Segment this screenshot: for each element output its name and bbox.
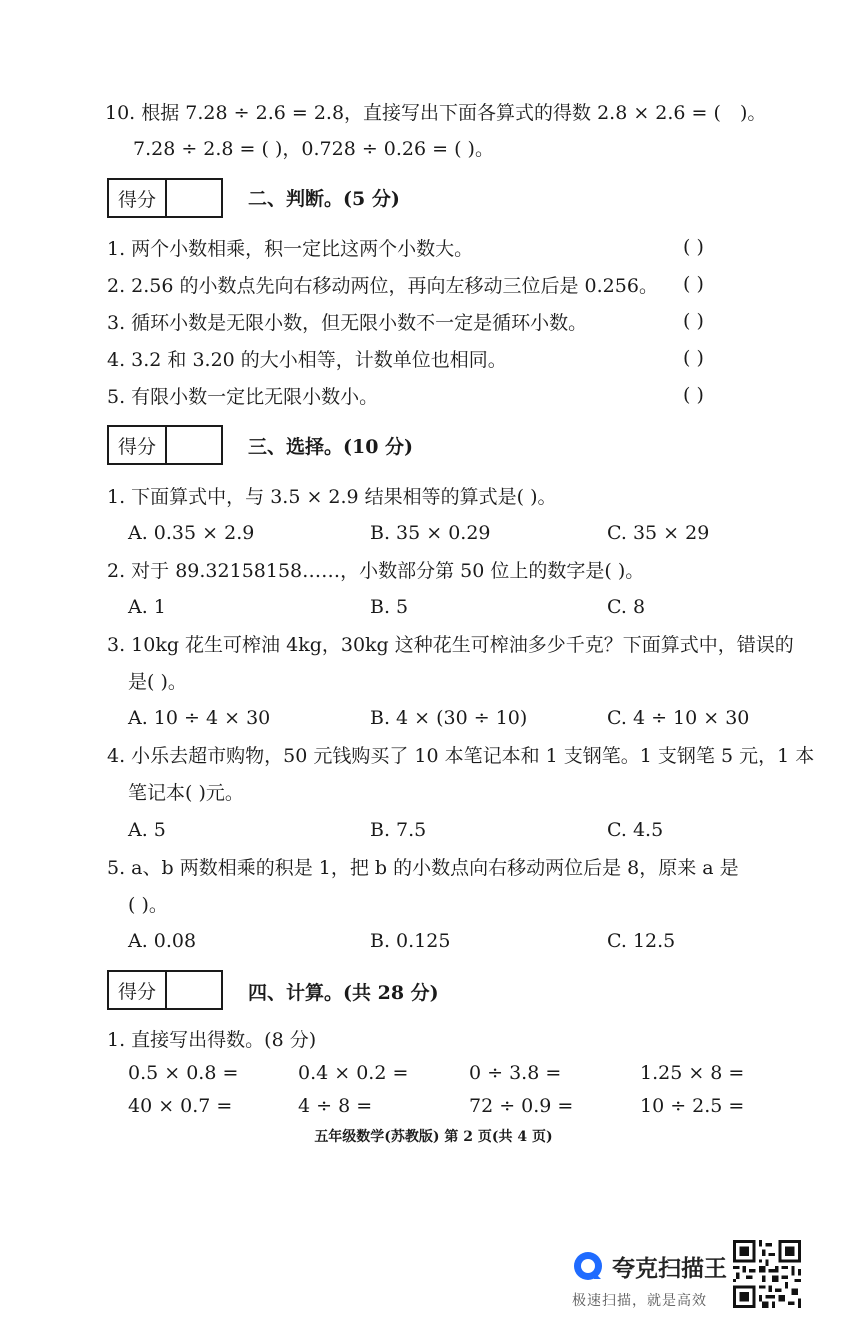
section2-title: 二、判断。(5 分) (248, 188, 400, 210)
score-label: 得分 (109, 180, 167, 216)
score-blank[interactable] (167, 180, 221, 216)
judge-item-2: 2. 2.56 的小数点先向右移动两位，再向左移动三位后是 0.256。 (107, 275, 658, 297)
choice-q3-stem-line1: 3. 10kg 花生可榨油 4kg，30kg 这种花生可榨油多少千克？下面算式中，错误的 (107, 634, 794, 656)
calc-item: 0 ÷ 3.8 = (469, 1062, 562, 1084)
qr-code-icon (733, 1240, 801, 1308)
judge-answer-5[interactable]: ( ) (683, 384, 704, 406)
judge-answer-3[interactable]: ( ) (683, 310, 704, 332)
judge-item-5: 5. 有限小数一定比无限小数小。 (107, 386, 379, 408)
q10-line2: 7.28 ÷ 2.8 = ( )，0.728 ÷ 0.26 = ( )。 (133, 138, 494, 160)
judge-item-3: 3. 循环小数是无限小数，但无限小数不一定是循环小数。 (107, 312, 588, 334)
choice-q2-stem: 2. 对于 89.32158158……，小数部分第 50 位上的数字是( )。 (107, 560, 645, 582)
quark-logo-icon (572, 1250, 604, 1282)
choice-q5-option-c[interactable]: C. 12.5 (607, 930, 676, 952)
q10-line1: 10. 根据 7.28 ÷ 2.6 = 2.8，直接写出下面各算式的得数 2.8 × 2.6 = ( (105, 102, 721, 124)
judge-item-1: 1. 两个小数相乘，积一定比这两个小数大。 (107, 238, 474, 260)
choice-q5-stem-line2: ( )。 (128, 894, 168, 916)
choice-q4-option-c[interactable]: C. 4.5 (607, 819, 664, 841)
page-footer: 五年级数学(苏教版) 第 2 页(共 4 页) (314, 1129, 553, 1145)
choice-q5-option-a[interactable]: A. 0.08 (128, 930, 197, 952)
score-label: 得分 (109, 427, 167, 463)
calc-item: 10 ÷ 2.5 = (640, 1095, 745, 1117)
choice-q2-option-a[interactable]: A. 1 (128, 596, 166, 618)
q10-line1-close: )。 (740, 102, 767, 124)
calc-item: 4 ÷ 8 = (298, 1095, 373, 1117)
choice-q1-option-b[interactable]: B. 35 × 0.29 (370, 522, 491, 544)
score-box-section4 (107, 970, 223, 1010)
brand-name: 夸克扫描王 (612, 1256, 727, 1282)
calc-item: 1.25 × 8 = (640, 1062, 745, 1084)
judge-answer-4[interactable]: ( ) (683, 347, 704, 369)
choice-q1-stem: 1. 下面算式中，与 3.5 × 2.9 结果相等的算式是( )。 (107, 486, 557, 508)
choice-q3-stem-line2: 是( )。 (128, 671, 187, 693)
choice-q1-option-c[interactable]: C. 35 × 29 (607, 522, 710, 544)
calc-item: 72 ÷ 0.9 = (469, 1095, 574, 1117)
brand-slogan: 极速扫描，就是高效 (572, 1293, 707, 1309)
choice-q1-option-a[interactable]: A. 0.35 × 2.9 (128, 522, 255, 544)
section3-title: 三、选择。(10 分) (248, 436, 414, 458)
calc-item: 0.4 × 0.2 = (298, 1062, 409, 1084)
score-box-section3 (107, 425, 223, 465)
score-box-section2 (107, 178, 223, 218)
choice-q5-option-b[interactable]: B. 0.125 (370, 930, 451, 952)
judge-answer-1[interactable]: ( ) (683, 236, 704, 258)
score-label: 得分 (109, 972, 167, 1008)
section4-title: 四、计算。(共 28 分) (248, 982, 439, 1004)
score-blank[interactable] (167, 427, 221, 463)
choice-q3-option-b[interactable]: B. 4 × (30 ÷ 10) (370, 707, 528, 729)
choice-q4-stem-line2: 笔记本( )元。 (128, 782, 244, 804)
choice-q5-stem-line1: 5. a、b 两数相乘的积是 1，把 b 的小数点向右移动两位后是 8，原来 a 是 (107, 857, 739, 879)
score-blank[interactable] (167, 972, 221, 1008)
choice-q4-stem-line1: 4. 小乐去超市购物，50 元钱购买了 10 本笔记本和 1 支钢笔。1 支钢笔 5 元，1 本 (107, 745, 815, 767)
calc-item: 40 × 0.7 = (128, 1095, 233, 1117)
judge-answer-2[interactable]: ( ) (683, 273, 704, 295)
calc-sub1-title: 1. 直接写出得数。(8 分) (107, 1029, 317, 1051)
choice-q4-option-a[interactable]: A. 5 (128, 819, 166, 841)
choice-q4-option-b[interactable]: B. 7.5 (370, 819, 427, 841)
choice-q2-option-c[interactable]: C. 8 (607, 596, 646, 618)
choice-q3-option-c[interactable]: C. 4 ÷ 10 × 30 (607, 707, 750, 729)
choice-q2-option-b[interactable]: B. 5 (370, 596, 409, 618)
choice-q3-option-a[interactable]: A. 10 ÷ 4 × 30 (128, 707, 271, 729)
calc-item: 0.5 × 0.8 = (128, 1062, 239, 1084)
judge-item-4: 4. 3.2 和 3.20 的大小相等，计数单位也相同。 (107, 349, 507, 371)
